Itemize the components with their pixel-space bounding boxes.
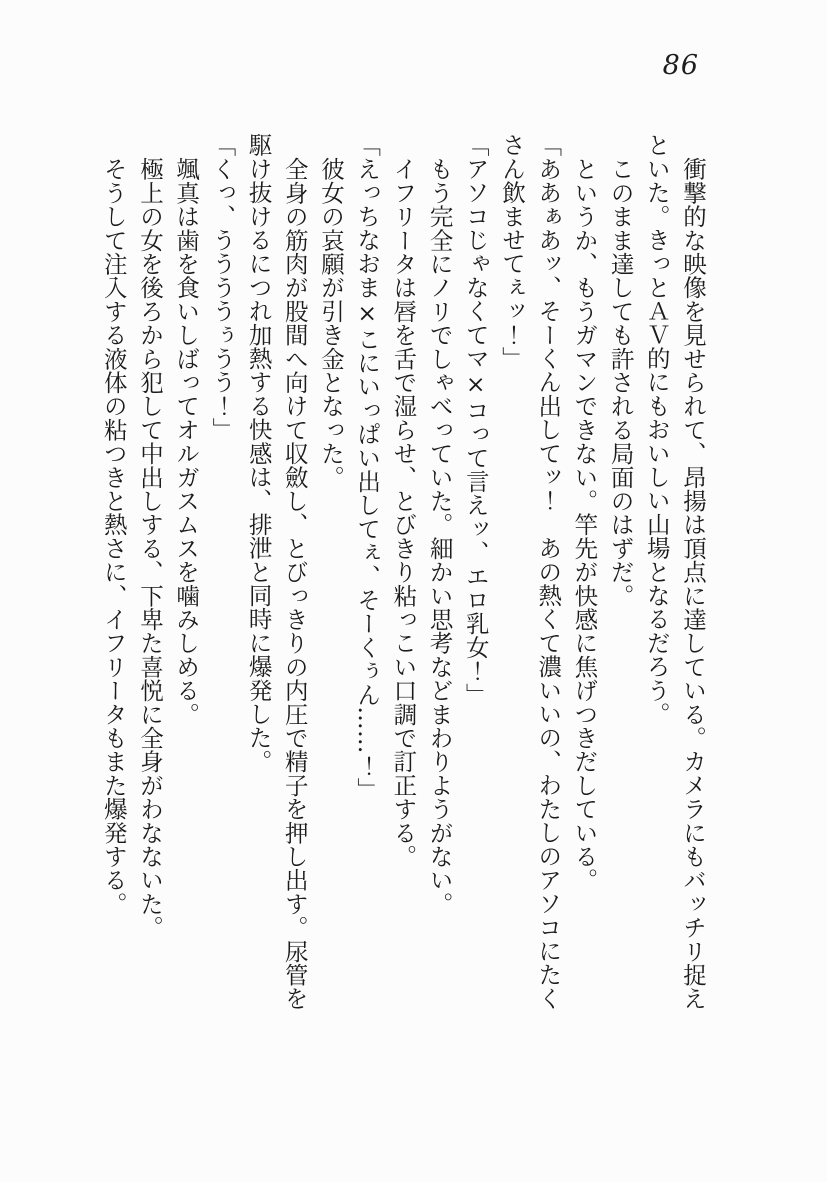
paragraph-narration: 彼女の哀願が引き金となった。 (316, 156, 345, 489)
paragraph-narration: 全身の筋肉が股間へ向けて収斂し、とびっきりの内圧で精子を押し出す。尿管を駆け抜けるにつれ加熱する快感は、排泄と同時に爆発した。 (244, 133, 309, 1010)
paragraph-narration: というか、もうガマンできない。竿先が快感に焦げつきだしている。 (570, 156, 599, 892)
paragraph-dialogue: 「くっ、ううううぅうう！」 (208, 133, 237, 442)
paragraph-narration: このまま達しても許される局面のはずだ。 (606, 156, 635, 607)
paragraph-narration: 極上の女を後ろから犯して中出しする、下卑た喜悦に全身がわなないた。 (135, 156, 164, 939)
paragraph-dialogue: 「アソコじゃなくてマ×コって言えッ、エロ乳女！」 (461, 133, 490, 707)
paragraph-dialogue: 「えっちなおま×こにいっぱい出してぇ、そーくぅん……！」 (353, 133, 382, 802)
paragraph-dialogue: 「ああぁあッ、そーくん出してッ！ あの熱くて濃いいの、わたしのアソコにたくさん飲ませてぇッ！」 (497, 133, 563, 1010)
paragraph-narration: そうして注入する液体の粘つきと熱さに、イフリータもまた爆発する。 (99, 156, 128, 915)
paragraph-narration: 颯真は歯を食いしばってオルガスムスを噛みしめる。 (172, 156, 201, 726)
novel-text-block (96, 133, 711, 1030)
paragraph-narration: もう完全にノリでしゃべっていた。細かい思考などまわりようがない。 (425, 156, 454, 915)
paragraph-narration: イフリータは唇を舌で湿らせ、とびきり粘っこい口調で訂正する。 (389, 156, 418, 868)
paragraph-narration: 衝撃的な映像を見せられて、昂揚は頂点に達している。カメラにもバッチリ捉えといた。きっとＡＶ的にもおいしい山場となるだろう。 (642, 133, 707, 1010)
page-number: 86 (662, 50, 699, 81)
